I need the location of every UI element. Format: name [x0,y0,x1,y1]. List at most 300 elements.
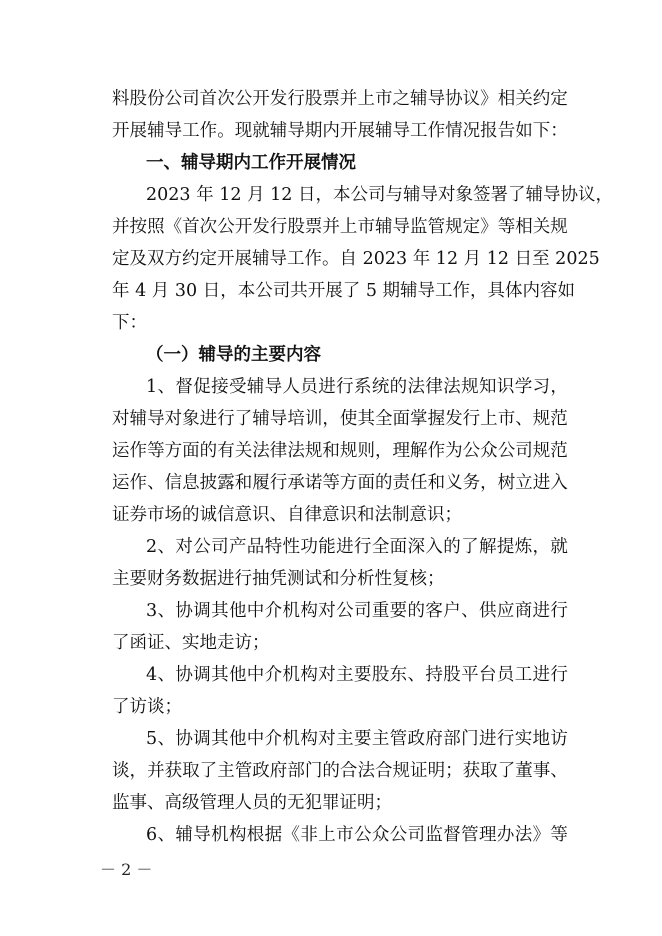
text-char: 规 [532,441,551,461]
text-char: 法 [252,441,270,461]
text-char: ， [322,409,340,429]
text-char: 了 [342,281,361,301]
text-char: 作 [427,121,446,141]
text-char: 发 [252,217,270,237]
text-char: ， [595,185,614,205]
paragraph-line [0,500,662,530]
text-char: 提 [496,537,515,557]
text-char: 其 [357,409,375,429]
text-char: 2 [168,185,180,205]
text-char: 辅 [252,249,270,269]
text-char: 获 [462,761,481,781]
text-char: 要 [353,665,372,685]
text-char: 信 [164,473,183,493]
text-char: 台 [478,665,497,685]
text-char: 调 [193,665,211,685]
text-char: 期 [382,281,401,301]
text-char: 体 [505,281,523,301]
text-char: 司 [182,89,200,109]
text-char: 至 [532,249,550,269]
text-char: 进 [336,537,354,557]
text-char: 则 [357,441,375,461]
text-char: 披 [199,473,218,493]
text-char: 习 [532,377,551,397]
text-char: 》 [532,825,551,845]
text-char: 介 [264,665,283,685]
text-char: 展 [234,249,252,269]
text-char: 署 [490,185,509,205]
text-char: 并 [339,89,358,109]
text-char: 有 [217,441,235,461]
text-char: 就 [550,537,568,557]
text-char: 了 [234,409,253,429]
text-char: 识 [496,377,515,397]
text-char: 市 [336,825,354,845]
text-char: 按 [129,217,148,237]
text-char: ， [374,441,393,461]
text-char: 规 [339,441,358,461]
text-char: 行 [336,377,354,397]
text-char: 导 [543,185,561,205]
text-char: 证 [410,761,428,781]
text-char: 他 [228,601,247,621]
text-char: 系 [353,377,372,397]
text-char: 下 [532,121,551,141]
text-char: 6 [146,825,158,845]
text-char: 理 [478,825,497,845]
text-char: 发 [445,409,463,429]
text-char: 年 [412,249,431,269]
text-char: 导 [427,89,446,109]
text-char: 进 [532,601,551,621]
text-char: 具 [487,281,506,301]
text-char: 要 [389,601,408,621]
text-char: 2 [384,249,396,269]
text-char: 的 [199,441,218,461]
text-char: 监 [410,217,428,237]
text-char: 日 [514,249,533,269]
text-char: 导 [269,249,287,269]
text-char: 进 [199,409,218,429]
text-char: 管 [461,825,479,845]
text-char: 主 [336,665,354,685]
text-line: 了函证、实地走访； [112,633,270,653]
text-char: 方 [164,441,183,461]
text-char: 规 [445,217,463,237]
text-char: 、 [157,729,175,749]
text-char: 照 [147,217,165,237]
text-char: ， [480,473,498,493]
text-char: 构 [300,665,318,685]
text-char: 上 [339,217,358,237]
text-char: 运 [112,441,130,461]
text-char: 员 [300,377,318,397]
text-char: 市 [374,89,393,109]
text-char: 告 [497,121,516,141]
text-char: 相 [515,217,533,237]
text-char: 关 [532,217,551,237]
text-char: 握 [427,409,446,429]
text-char: 合 [374,761,393,781]
text-char: 规 [461,377,479,397]
text-char: 发 [269,89,288,109]
text-char: 及 [129,249,147,269]
text-char: 《 [282,825,301,845]
text-char: 作 [129,441,148,461]
text-char: 的 [322,761,340,781]
text-char: 获 [164,761,183,781]
text-char: 立 [515,473,533,493]
text-char: 况 [462,121,481,141]
text-char: 导 [164,121,183,141]
text-char: 定 [199,249,217,269]
text-char: 访 [550,729,568,749]
text-line: 证券市场的诚信意识、自律意识和法制意识； [112,505,462,525]
text-char: 导 [193,825,211,845]
text-char: 政 [252,761,270,781]
text-char: 上 [357,89,375,109]
text-char: 公 [497,441,516,461]
text-char: ， [129,761,148,781]
text-char: 行 [269,473,288,493]
text-char: 平 [461,665,479,685]
text-char: 了 [508,185,526,205]
text-char: 。 [322,249,340,269]
text-char: 导 [420,185,439,205]
text-char: 次 [217,89,235,109]
text-char: 诺 [304,473,323,493]
text-char: 2 [281,185,293,205]
text-char: 公 [350,185,369,205]
text-char: 管 [389,729,408,749]
text-char: 部 [443,729,461,749]
text-char: 导 [264,377,283,397]
text-char: 4 [135,281,147,301]
text-char: 、 [515,409,533,429]
page-number: － 2 － [100,860,153,879]
text-char: 定 [112,249,130,269]
text-char: 方 [339,473,358,493]
text-char: 门 [304,761,323,781]
text-char: 辅 [175,825,193,845]
text-char: 2 [555,249,567,269]
text-char: 3 [396,249,408,269]
text-char: 次 [199,217,218,237]
text-char: 履 [252,473,270,493]
text-line: 主要财务数据进行抽凭测试和分析性复核； [112,569,445,589]
text-char: 调 [193,729,211,749]
text-char: 等 [322,473,340,493]
text-char: 其 [211,665,229,685]
text-char: 法 [443,377,461,397]
text-char: 主 [336,729,354,749]
text-char: 0 [566,249,578,269]
text-char: 开 [307,281,326,301]
text-char: 1 [270,185,282,205]
text-char: 受 [228,377,247,397]
text-char: 与 [385,185,404,205]
text-char: 议 [578,185,596,205]
text-char: 月 [463,249,482,269]
text-char: 行 [550,601,568,621]
text-char: 调 [193,601,211,621]
text-char: 进 [532,665,551,685]
text-char: 展 [129,121,148,141]
text-char: 事 [532,761,551,781]
paragraph-line [0,756,568,786]
text-char: 部 [287,761,305,781]
text-char: 共 [290,281,308,301]
text-char: 统 [371,377,390,397]
text-char: 导 [417,281,436,301]
text-char: 行 [269,217,288,237]
text-char: 、 [407,665,426,685]
text-line: 了访谈； [112,697,182,717]
text-char: 重 [371,601,390,621]
text-char: 股 [443,665,461,685]
text-char: 门 [461,729,479,749]
text-char: 进 [532,473,551,493]
text-char: 主 [371,729,390,749]
paragraph-line [0,820,568,850]
text-char: 关 [234,441,253,461]
text-char: 3 [179,185,191,205]
text-char: 市 [357,217,375,237]
text-char: 2 [146,185,158,205]
text-char: 范 [550,409,568,429]
text-char: 介 [264,601,283,621]
text-char: 辅 [252,409,270,429]
text-char: 全 [371,537,390,557]
text-char: 规 [392,761,410,781]
text-char: 2 [497,249,510,269]
text-char: 露 [217,473,235,493]
text-char: 辅 [246,377,265,397]
text-char: 他 [228,665,247,685]
text-char: 规 [304,441,323,461]
paragraph-line [0,628,662,658]
text-char: 解 [410,441,428,461]
text-char: 司 [211,537,229,557]
text-char: 公 [336,601,354,621]
paragraph-line [0,84,568,114]
text-char: 1 [219,185,231,205]
text-char: 期 [304,121,323,141]
text-char: 辅 [410,89,428,109]
text-char: 相 [497,89,516,109]
text-char: 辅 [525,185,544,205]
text-char: 入 [425,537,443,557]
text-char: 等 [550,825,568,845]
text-char: 法 [514,825,533,845]
text-char: 导 [147,409,165,429]
text-char: 培 [287,409,305,429]
text-char: 商 [514,601,533,621]
text-char: 运 [112,473,130,493]
text-char: 解 [478,537,497,557]
text-char: 份 [147,89,165,109]
text-char: 、 [157,537,175,557]
text-char: 导 [392,121,410,141]
text-char: 如 [557,281,576,301]
text-char: 5 [146,729,158,749]
text-char: 对 [318,665,336,685]
text-char: ， [532,537,551,557]
text-char: 作 [129,473,148,493]
text-char: ； [445,761,463,781]
text-char: 面 [392,409,410,429]
text-char: 签 [473,185,491,205]
text-char: 并 [322,217,340,237]
paragraph-line [0,404,568,434]
paragraph-line [0,724,568,754]
text-char: 管 [427,217,446,237]
text-char: 法 [407,377,426,397]
text-char: 主 [217,761,235,781]
text-char: 中 [246,729,265,749]
paragraph-line [0,372,568,402]
text-char: 票 [304,217,323,237]
text-char: 行 [550,665,568,685]
text-char: 董 [515,761,533,781]
text-char: 构 [300,601,318,621]
text-char: 年 [112,281,130,301]
text-char: 范 [550,441,568,461]
text-char: 的 [374,473,393,493]
text-char: 、 [147,473,165,493]
text-char: 品 [246,537,265,557]
text-char: 实 [514,729,533,749]
text-char: 取 [182,761,200,781]
text-char: 《 [164,217,183,237]
text-char: 开 [234,217,253,237]
text-char: 谈 [112,761,130,781]
text-char: 构 [300,729,318,749]
text-char: 开 [112,121,130,141]
text-char: 对 [438,185,456,205]
text-char: 机 [282,665,301,685]
text-char: 理 [392,441,410,461]
text-char: 辅 [269,121,288,141]
text-char: 股 [304,89,323,109]
text-char: 、 [157,377,175,397]
text-char: 3 [146,601,158,621]
text-char: 公 [164,89,183,109]
text-char: 务 [462,473,481,493]
text-char: 开 [252,89,270,109]
text-char: 其 [211,601,229,621]
text-char: 》 [480,217,498,237]
text-char: 工 [514,665,533,685]
paragraph-line [0,308,662,338]
text-char: 机 [282,729,301,749]
text-char: 3 [174,281,187,301]
text-char: 息 [182,473,200,493]
text-char: 协 [175,729,193,749]
text-char: 协 [445,89,463,109]
text-char: 2 [146,537,158,557]
text-char: 府 [269,761,288,781]
text-char: 首 [199,89,218,109]
text-char: 5 [365,281,377,301]
text-char: 0 [157,185,169,205]
text-char: 中 [246,665,265,685]
text-char: 辅 [374,121,393,141]
paragraph-line [0,692,662,722]
text-char: 学 [514,377,533,397]
text-char: 辅 [129,409,148,429]
text-char: 方 [164,249,182,269]
text-char: 政 [407,729,426,749]
text-char: 导 [392,217,410,237]
text-char: 导 [269,409,288,429]
text-char: 2 [362,249,374,269]
text-char: 众 [480,441,498,461]
text-char: 明 [427,761,446,781]
text-char: 、 [550,761,568,781]
paragraph-line [0,564,662,594]
text-char: 的 [407,601,426,621]
text-char: 接 [211,377,229,397]
text-char: 现 [234,121,253,141]
paragraph-line [0,468,568,498]
text-char: 为 [445,441,463,461]
text-char: 上 [480,409,498,429]
text-char: 开 [339,121,358,141]
text-char: 首 [182,217,200,237]
text-char: 合 [339,761,358,781]
text-char: 月 [151,281,170,301]
text-char: 象 [455,185,474,205]
text-char: 的 [389,377,408,397]
text-char: 司 [368,185,386,205]
text-char: 法 [357,761,375,781]
text-char: ， [220,281,238,301]
text-char: 公 [353,825,372,845]
text-char: 功 [300,537,318,557]
text-char: 4 [146,665,158,685]
text-char: 司 [515,441,533,461]
text-char: 司 [272,281,291,301]
text-char: 责 [392,473,410,493]
text-char: 和 [234,473,253,493]
text-char: 炼 [514,537,533,557]
text-char: ， [315,185,334,205]
text-char: 要 [353,729,372,749]
text-char: 日 [298,185,316,205]
text-char: 了 [461,537,479,557]
text-char: 等 [497,217,516,237]
paragraph-line [0,116,568,146]
text-char: 辅 [400,281,418,301]
text-char: 介 [264,729,283,749]
text-char: 作 [427,441,446,461]
text-char: 工 [182,121,200,141]
text-char: 训 [304,409,323,429]
text-char: 作 [304,249,322,269]
text-char: 、 [157,601,175,621]
text-char: 双 [147,249,165,269]
text-char: 和 [322,441,340,461]
text-char: 了 [497,761,516,781]
text-char: 。 [217,121,235,141]
text-char: ， [550,377,568,397]
paragraph-line [0,596,568,626]
text-char: 机 [282,601,301,621]
text-char: 应 [496,601,515,621]
text-char: 管 [234,761,253,781]
text-char: 工 [435,281,453,301]
